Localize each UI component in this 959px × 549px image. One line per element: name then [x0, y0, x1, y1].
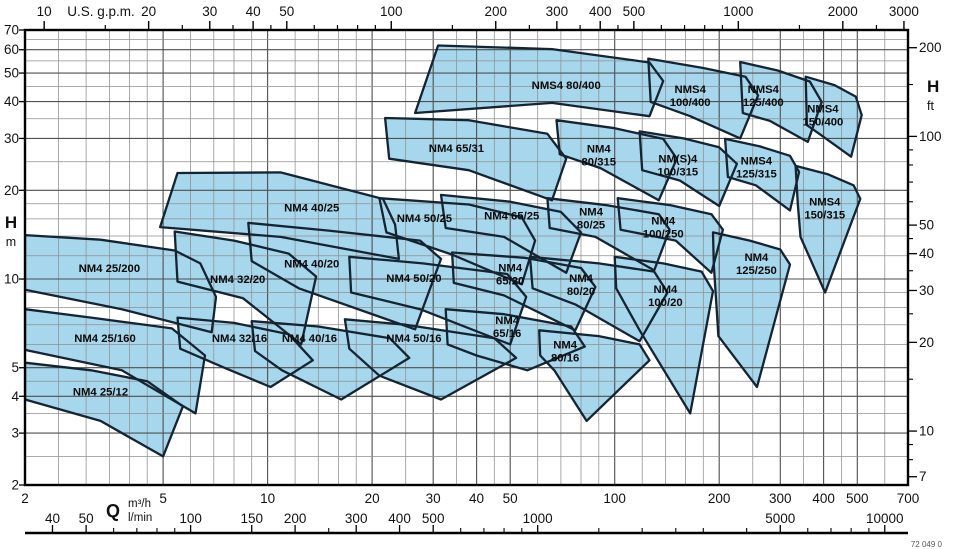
- region-label-nm4-100-250: NM4 100/250: [642, 215, 684, 241]
- ft-tick-label: 50: [919, 217, 935, 233]
- m-tick-label: 10: [3, 271, 19, 287]
- m3h-tick-label: 20: [364, 491, 380, 506]
- m3h-tick-label: 200: [707, 491, 731, 506]
- m3h-tick-label: 2: [21, 491, 29, 506]
- m3h-tick-label: 30: [425, 491, 441, 506]
- lmin-tick-label: 300: [344, 511, 368, 526]
- m-tick-label: 30: [3, 130, 19, 146]
- m-tick-label: 70: [3, 22, 19, 38]
- ft-tick-label: 40: [919, 246, 935, 262]
- left-axis-title-H: H: [4, 213, 18, 232]
- region-label-nm4-25-200: NM4 25/200: [78, 263, 141, 276]
- region-label-nm4-65-25: NM4 65/25: [484, 210, 540, 223]
- region-label-nms4-100-400: NMS4 100/400: [669, 83, 711, 109]
- region-label-nm4-50-20: NM4 50/20: [386, 272, 442, 285]
- lmin-tick-label: 400: [388, 511, 411, 526]
- region-label-nm4-80-20: NM4 80/20: [566, 272, 596, 298]
- gpm-tick-label: 30: [202, 4, 218, 19]
- region-label-nm4-100-20: NM4 100/20: [648, 283, 683, 309]
- region-label-nm4-80-25: NM4 80/25: [576, 206, 606, 232]
- ft-tick-label: 7: [919, 469, 927, 485]
- region-label-nm4-50-25: NM4 50/25: [396, 213, 453, 226]
- ft-tick-label: 100: [919, 128, 942, 144]
- gpm-tick-label: 400: [588, 4, 612, 19]
- region-label-nm4-40-20: NM4 40/20: [284, 258, 340, 271]
- ft-tick-label: 10: [919, 423, 935, 439]
- lmin-tick-label: 5000: [765, 511, 796, 526]
- lmin-tick-label: 1000: [522, 511, 553, 526]
- m3h-tick-label: 10: [260, 491, 276, 506]
- m3h-tick-label: 700: [896, 491, 920, 506]
- m3h-tick-label: 500: [846, 491, 869, 506]
- m3h-tick-label: 40: [469, 491, 485, 506]
- ft-tick-label: 20: [919, 334, 935, 350]
- region-label-nm4-25-12: NM4 25/12: [72, 386, 129, 399]
- q-symbol: Q: [105, 501, 121, 521]
- gpm-tick-label: 200: [484, 4, 507, 19]
- right-axis-unit-ft: ft: [927, 99, 934, 113]
- region-label-nm4-50-16: NM4 50/16: [386, 333, 442, 346]
- region-label-nm4-25-160: NM4 25/160: [74, 333, 136, 346]
- lmin-tick-label: 50: [78, 511, 94, 526]
- region-label-nm4-65-16: NM4 65/16: [493, 315, 522, 341]
- gpm-tick-label: 50: [279, 4, 295, 19]
- m-tick-label: 40: [3, 94, 19, 110]
- gpm-tick-label: 1000: [723, 4, 754, 19]
- lmin-tick-label: 100: [179, 511, 202, 526]
- m-tick-label: 60: [3, 42, 19, 58]
- gpm-tick-label: 300: [545, 4, 569, 19]
- lmin-tick-label: 500: [421, 511, 445, 526]
- m3h-tick-label: 100: [603, 491, 626, 506]
- m-tick-label: 20: [3, 182, 19, 198]
- m-tick-label: 4: [11, 388, 19, 404]
- region-label-nm4-125-250: NM4 125/250: [735, 251, 777, 277]
- region-label-nms4-125-400: NMS4 125/400: [742, 83, 784, 109]
- m3h-tick-label: 400: [812, 491, 835, 506]
- m-tick-label: 50: [3, 65, 19, 81]
- m3h-tick-label: 300: [769, 491, 792, 506]
- region-label-nm4-65-20: NM4 65/20: [496, 262, 525, 288]
- ft-tick-label: 200: [919, 40, 942, 56]
- region-label-nm4-32-20: NM4 32/20: [210, 274, 266, 287]
- drawing-code-footnote: 72 049 0: [910, 540, 942, 549]
- region-label-nms4-150-400: NMS4 150/400: [802, 103, 844, 129]
- region-label-nms4-80-400: NMS4 80/400: [531, 80, 601, 93]
- gpm-tick-label: 10: [36, 4, 52, 19]
- region-label-nm-s-4-100-315: NM(S)4 100/315: [657, 153, 699, 179]
- region-label-nms4-150-315: NMS4 150/315: [804, 196, 846, 222]
- right-axis-title-H: H: [927, 77, 940, 96]
- m3h-tick-label: 5: [159, 491, 167, 506]
- lmin-tick-label: 150: [240, 511, 263, 526]
- lmin-tick-label: 200: [283, 511, 307, 526]
- gpm-tick-label: 40: [245, 4, 261, 19]
- ft-tick-label: 30: [919, 282, 935, 298]
- unit-m3h: m³/h: [128, 498, 151, 510]
- gpm-tick-label: 500: [622, 4, 646, 19]
- gpm-tick-label: 3000: [888, 4, 919, 19]
- lmin-tick-label: 10000: [865, 511, 904, 526]
- gpm-tick-label: 20: [141, 4, 157, 19]
- region-label-nm4-40-16: NM4 40/16: [281, 333, 338, 346]
- gpm-tick-label: 2000: [827, 4, 858, 19]
- region-label-nm4-80-315: NM4 80/315: [581, 143, 617, 169]
- gpm-tick-label: 100: [379, 4, 403, 19]
- unit-lmin: l/min: [128, 512, 153, 524]
- m-tick-label: 5: [11, 360, 19, 376]
- region-label-nm4-80-16: NM4 80/16: [551, 339, 580, 365]
- gpm-axis-title: U.S. g.p.m.: [67, 4, 135, 19]
- left-axis-unit-m: m: [5, 235, 17, 249]
- m3h-tick-label: 50: [502, 491, 518, 506]
- region-label-nm4-40-25: NM4 40/25: [284, 202, 340, 215]
- region-label-nms4-125-315: NMS4 125/315: [735, 155, 777, 181]
- lmin-tick-label: 40: [44, 511, 60, 526]
- m-tick-label: 3: [11, 425, 19, 441]
- m-tick-label: 2: [11, 477, 19, 493]
- region-label-nm4-32-16: NM4 32/16: [211, 333, 268, 346]
- region-label-nm4-65-31: NM4 65/31: [428, 143, 485, 156]
